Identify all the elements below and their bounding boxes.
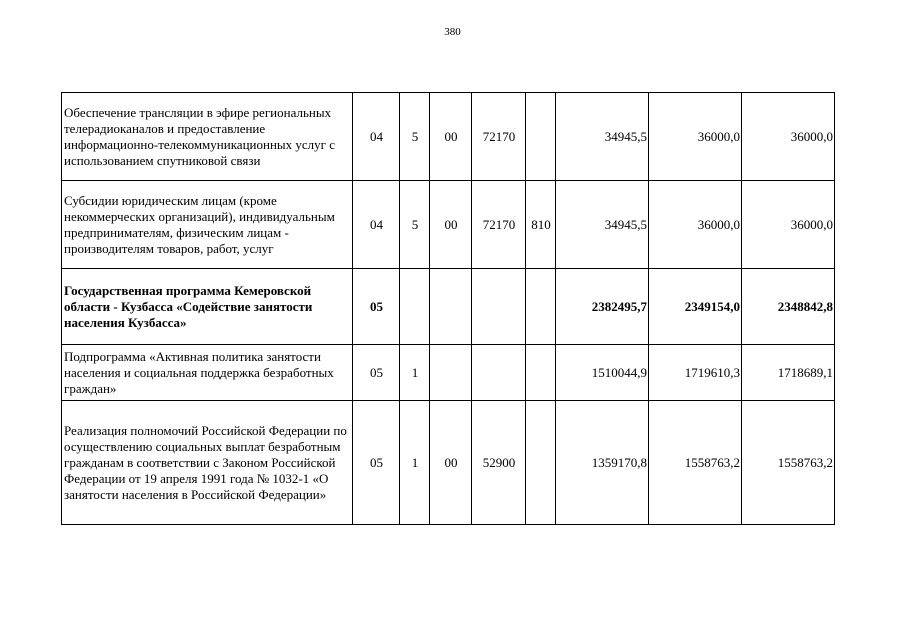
article-cell (472, 345, 526, 401)
section-cell: 05 (353, 345, 400, 401)
value-1-cell: 1359170,8 (556, 401, 649, 525)
row-name-cell: Обеспечение трансляции в эфире региональных телерадиоканалов и предоставление информационно-телекоммуникационных услуг с использованием спутниковой связи (62, 93, 353, 181)
section-cell: 05 (353, 269, 400, 345)
row-name-cell: Государственная программа Кемеровской области - Кузбасса «Содействие занятости населения Кузбасса» (62, 269, 353, 345)
table-row (62, 93, 835, 181)
subsection-cell: 1 (400, 401, 430, 525)
table-row (62, 401, 835, 525)
value-3-cell: 1558763,2 (742, 401, 835, 525)
value-3-cell: 2348842,8 (742, 269, 835, 345)
article-cell: 72170 (472, 181, 526, 269)
value-3-cell: 1718689,1 (742, 345, 835, 401)
group-cell: 00 (430, 93, 472, 181)
subsection-cell: 5 (400, 181, 430, 269)
row-name-cell: Подпрограмма «Активная политика занятости населения и социальная поддержка безработных граждан» (62, 345, 353, 401)
subsection-cell: 5 (400, 93, 430, 181)
value-1-cell: 34945,5 (556, 181, 649, 269)
section-cell: 04 (353, 181, 400, 269)
row-name-cell: Субсидии юридическим лицам (кроме некоммерческих организаций), индивидуальным предпринимателям, физическим лицам - производителям товаров, работ, услуг (62, 181, 353, 269)
value-2-cell: 1719610,3 (649, 345, 742, 401)
article-cell: 52900 (472, 401, 526, 525)
budget-table (61, 92, 835, 525)
article-cell: 72170 (472, 93, 526, 181)
group-cell (430, 345, 472, 401)
value-1-cell: 2382495,7 (556, 269, 649, 345)
group-cell (430, 269, 472, 345)
table-row (62, 181, 835, 269)
section-cell: 05 (353, 401, 400, 525)
value-3-cell: 36000,0 (742, 181, 835, 269)
value-1-cell: 1510044,9 (556, 345, 649, 401)
value-2-cell: 36000,0 (649, 181, 742, 269)
row-name-cell: Реализация полномочий Российской Федерации по осуществлению социальных выплат безработным гражданам в соответствии с Законом Российской Федерации от 19 апреля 1991 года № 1032-1 «О занятости населения в Российской Федерации» (62, 401, 353, 525)
group-cell: 00 (430, 181, 472, 269)
subsection-cell: 1 (400, 345, 430, 401)
expense-type-cell (526, 401, 556, 525)
page-number: 380 (444, 26, 461, 38)
value-1-cell: 34945,5 (556, 93, 649, 181)
value-2-cell: 2349154,0 (649, 269, 742, 345)
table-row-program (62, 269, 835, 345)
subsection-cell (400, 269, 430, 345)
section-cell: 04 (353, 93, 400, 181)
article-cell (472, 269, 526, 345)
table-row (62, 345, 835, 401)
expense-type-cell (526, 269, 556, 345)
value-2-cell: 36000,0 (649, 93, 742, 181)
expense-type-cell (526, 345, 556, 401)
expense-type-cell: 810 (526, 181, 556, 269)
group-cell: 00 (430, 401, 472, 525)
value-3-cell: 36000,0 (742, 93, 835, 181)
value-2-cell: 1558763,2 (649, 401, 742, 525)
expense-type-cell (526, 93, 556, 181)
